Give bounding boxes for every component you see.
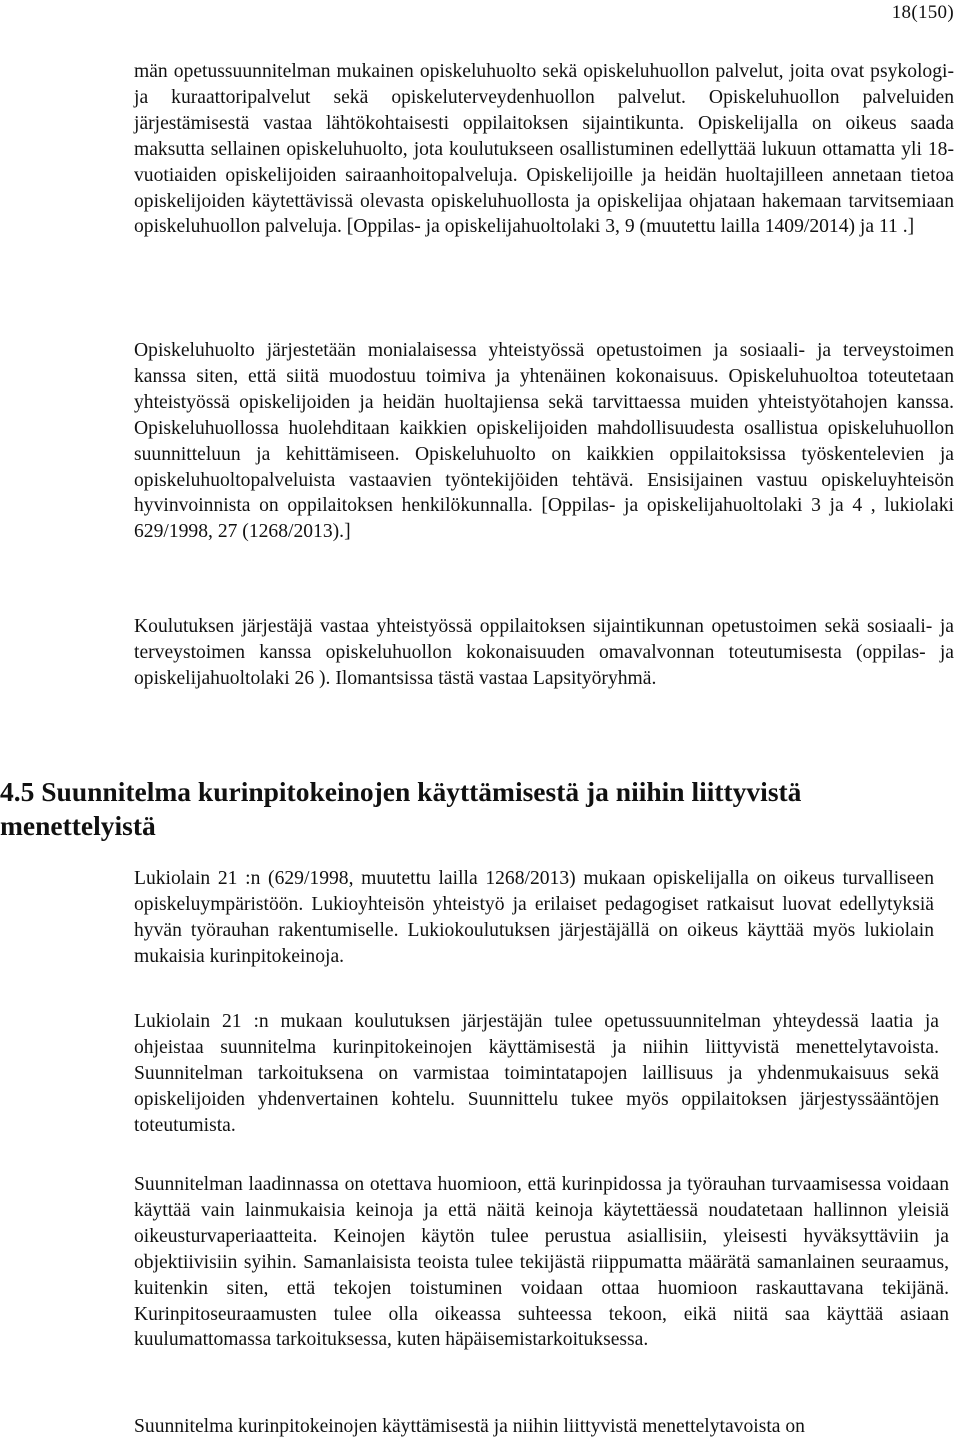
section-number: 4.5	[0, 776, 35, 807]
paragraph-continued: Suunnitelma kurinpitokeinojen käyttämisestä ja niihin liittyvistä menettelytavoista on	[134, 1416, 805, 1437]
paragraph-monialainen-yhteistyo: Opiskeluhuolto järjestetään monialaisessa yhteistyössä opetustoimen ja sosiaali- ja terveystoimen kanssa siten, että siitä muodostuu toimiva ja yhtenäinen kokonaisuus. Opiskeluhuoltoa toteutetaan yhteistyössä opiskelijoiden ja heidän huoltajiensa sekä tarvittaessa muiden yhteistyötahojen kanssa. Opiskeluhuollossa huolehditaan kaikkien opiskelijoiden mahdollisuudesta osallistua opiskeluhuollon suunnitteluun ja kehittämiseen. Opiskeluhuolto on kaikkien oppilaitoksissa työskentelevien ja opiskeluhuoltopalveluista vastaavien työntekijöiden tehtävä. Ensisijainen vastuu opiskeluyhteisön hyvinvoinnista on oppilaitoksen henkilökunnalla. [Oppilas- ja opiskelijahuoltolaki 3 ja 4 , lukiolaki 629/1998, 27 (1268/2013).]	[134, 340, 954, 543]
paragraph-omavalvonta: Koulutuksen järjestäjä vastaa yhteistyössä oppilaitoksen sijaintikunnan opetustoimen sekä sosiaali- ja terveystoimen kanssa opiskeluhuollon kokonaisuuden omavalvonnan toteutumisesta (oppilas- ja opiskelijahuoltolaki 26 ). Ilomantsissa tästä vastaa Lapsityöryhmä.	[134, 616, 954, 689]
page-number: 18(150)	[891, 2, 954, 23]
section-heading	[0, 775, 935, 843]
paragraph-oikeusturvaperiaatteet: Suunnitelman laadinnassa on otettava huomioon, että kurinpidossa ja työrauhan turvaamisessa voidaan käyttää vain lainmukaisia keinoja ja että näitä keinoja käytettäessä noudatetaan hallinnon yleisiä oikeusturvaperiaatteita. Keinojen käytön tulee perustua asiallisiin, yleisesti hyväksyttäviin ja objektiivisiin syihin. Samanlaisista teoista tulee tekijästä riippumatta määrätä samanlainen seuraamus, kuitenkin siten, että tekojen toistuminen voidaan ottaa huomioon raskauttavana tekijänä. Kurinpitoseuraamusten tulee olla oikeassa suhteessa tekoon, eikä niitä saa käyttää asiaan kuulumattomassa tarkoituksessa, kuten häpäisemistarkoituksessa.	[134, 1174, 949, 1351]
paragraph-turvallinen-ymparisto: Lukiolain 21 :n (629/1998, muutettu lailla 1268/2013) mukaan opiskelijalla on oikeus turvalliseen opiskeluympäristöön. Lukioyhteisön yhteistyö ja erilaiset pedagogiset ratkaisut luovat edellytyksiä hyvän työrauhan rakentumiselle. Lukiokoulutuksen järjestäjällä on oikeus käyttää myös lukiolain mukaisia kurinpitokeinoja.	[134, 868, 934, 967]
section-title: Suunnitelma kurinpitokeinojen käyttämisestä ja niihin liittyvistä menettelyistä	[0, 776, 802, 841]
paragraph-suunnitelman-laatiminen: Lukiolain 21 :n mukaan koulutuksen järjestäjän tulee opetussuunnitelman yhteydessä laatia ja ohjeistaa suunnitelma kurinpitokeinojen käyttämisestä ja niihin liittyvistä menettelytavoista. Suunnitelman tarkoituksena on varmistaa toimintatapojen laillisuus ja yhdenmukaisuus sekä opiskelijoiden yhdenvertainen kohtelu. Suunnittelu tukee myös oppilaitoksen järjestyssääntöjen toteutumista.	[134, 1011, 939, 1136]
paragraph-opiskeluhuolto-palvelut: män opetussuunnitelman mukainen opiskeluhuolto sekä opiskeluhuollon palvelut, joita ovat psykologi- ja kuraattoripalvelut sekä opiskeluterveydenhuollon palvelut. Opiskeluhuollon palveluiden järjestämisestä vastaa lähtökohtaisesti oppilaitoksen sijaintikunta. Opiskelijalla on oikeus saada maksutta sellainen opiskeluhuolto, jota koulutukseen osallistuminen edellyttää lukuun ottamatta yli 18-vuotiaiden opiskelijoiden sairaanhoitopalveluja. Opiskelijoille ja heidän huoltajilleen annetaan tietoa opiskelijoiden käytettävissä olevasta opiskeluhuollosta ja opiskelijaa ohjataan hakemaan tarvitsemiaan opiskeluhuollon palveluja. [Oppilas- ja opiskelijahuoltolaki 3, 9 (muutettu lailla 1409/2014) ja 11 .]	[134, 61, 954, 238]
